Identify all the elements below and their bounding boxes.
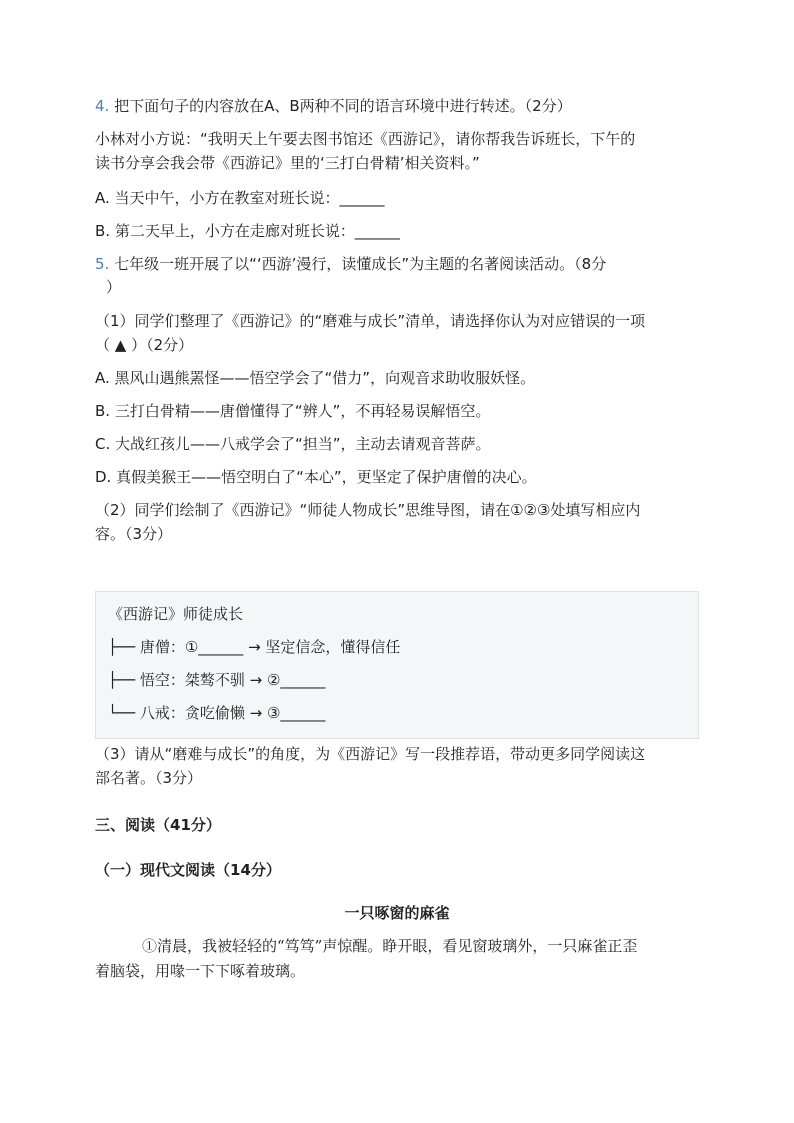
q5-choice-d: D. 真假美猴王——悟空明白了“本心”，更坚定了保护唐僧的决心。 — [95, 468, 537, 486]
q5-sub1-line2: （ ▲ ）（2分） — [95, 336, 194, 354]
q5-sub2-line1: （2）同学们绘制了《西游记》“师徒人物成长”思维导图，请在①②③处填写相应内 — [95, 501, 641, 519]
q4-prompt-text: 把下面句子的内容放在A、B两种不同的语言环境中进行转述。（2分） — [114, 97, 572, 115]
q5-choice-b: B. 三打白骨精——唐僧懂得了“辨人”，不再轻易误解悟空。 — [95, 402, 491, 420]
article-title: 一只啄窗的麻雀 — [344, 904, 450, 922]
q4-option-a: A. 当天中午，小方在教室对班长说：______ — [95, 189, 385, 207]
q4-prompt — [95, 95, 572, 117]
mindmap-title: 《西游记》师徒成长 — [108, 605, 244, 623]
q5-prompt-line2: ） — [106, 278, 122, 296]
mindmap-row-bajie: └── 八戒：贪吃偷懒 → ③______ — [108, 704, 326, 722]
q5-sub3-line2: 部名著。（3分） — [95, 769, 203, 787]
mindmap-row-wukong: ├── 悟空：桀骜不驯 → ②______ — [108, 671, 326, 689]
section3-sub-heading: （一）现代文阅读（14分） — [95, 861, 281, 879]
section3-heading: 三、阅读（41分） — [95, 816, 221, 834]
article-para1-line1: ①清晨，我被轻轻的“笃笃”声惊醒。睁开眼，看见窗玻璃外，一只麻雀正歪 — [142, 937, 638, 955]
q5-choice-a: A. 黑风山遇熊罴怪——悟空学会了“借力”，向观音求助收服妖怪。 — [95, 369, 536, 387]
q5-sub2-line2: 容。（3分） — [95, 525, 173, 543]
mindmap-row-tangseng: ├── 唐僧：①______ → 坚定信念，懂得信任 — [108, 638, 401, 656]
q4-option-b: B. 第二天早上，小方在走廊对班长说：______ — [95, 222, 400, 240]
article-para1-line2: 着脑袋，用喙一下下啄着玻璃。 — [95, 962, 306, 980]
q5-sub1-line1: （1）同学们整理了《西游记》的“磨难与成长”清单，请选择你认为对应错误的一项 — [95, 312, 646, 330]
q5-prompt — [95, 253, 606, 275]
q5-choice-c: C. 大战红孩儿——八戒学会了“担当”，主动去请观音菩萨。 — [95, 435, 491, 453]
mindmap-box — [95, 591, 699, 739]
q5-prompt-text: 七年级一班开展了以“‘西游’漫行，读懂成长”为主题的名著阅读活动。（8分 — [114, 255, 607, 273]
q4-number: 4. — [95, 97, 110, 115]
q4-context-line2: 读书分享会我会带《西游记》里的‘三打白骨精’相关资料。” — [95, 154, 480, 172]
q5-number: 5. — [95, 255, 110, 273]
q5-sub3-line1: （3）请从“磨难与成长”的角度，为《西游记》写一段推荐语，带动更多同学阅读这 — [95, 745, 646, 763]
q4-context-line1: 小林对小方说：“我明天上午要去图书馆还《西游记》，请你帮我告诉班长，下午的 — [95, 130, 636, 148]
